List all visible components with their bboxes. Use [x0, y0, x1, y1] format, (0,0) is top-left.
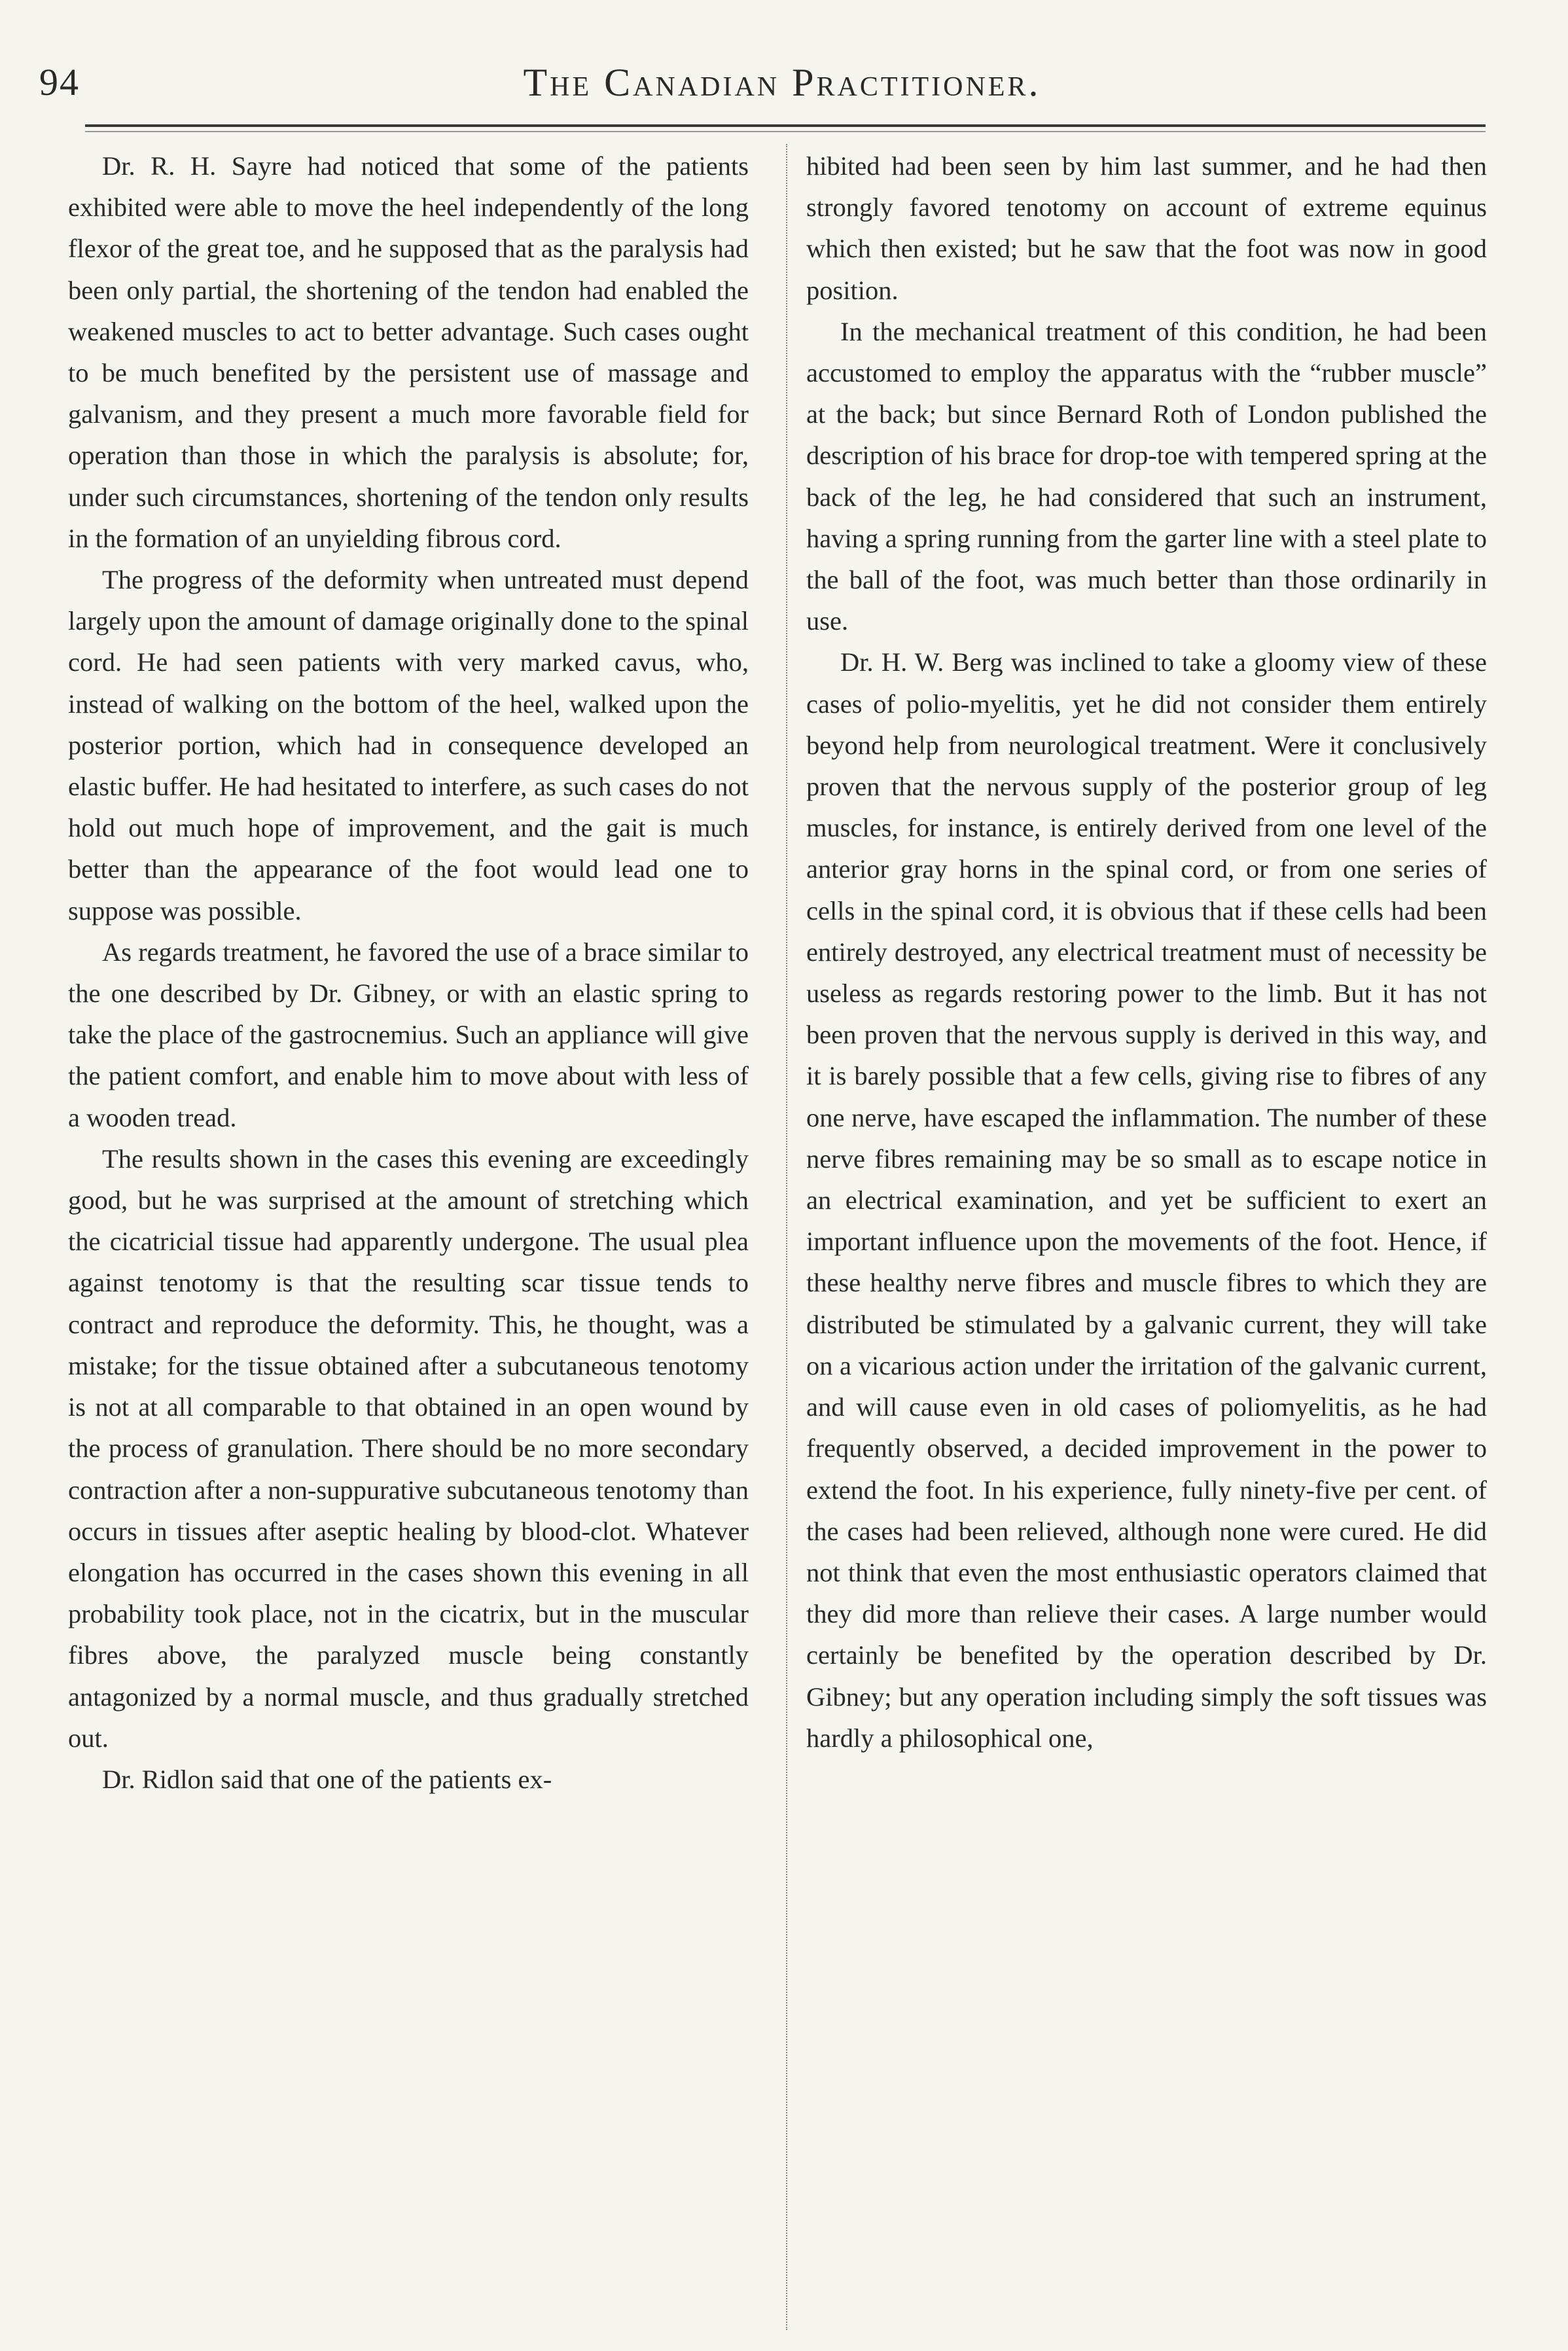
paragraph: The results shown in the cases this evening are exceedingly good, but he was surprised at the amount of stretching which the cicatricial tissue had apparently undergone. The usual plea against tenotomy is that the resulting scar tissue tends to contract and reproduce the deformity. This, he thought, was a mistake; for the tissue obtained after a subcutaneous tenotomy is not at all comparable to that obtained in an open wound by the process of granulation. There should be no more secondary contraction after a non-suppurative subcutaneous tenotomy than occurs in tissues after aseptic healing by blood-clot. Whatever elongation has occurred in the cases shown this evening in all probability took place, not in the cicatrix, but in the muscular fibres above, the paralyzed muscle being constantly antagonized by a normal muscle, and thus gradually stretched out. [68, 1143, 749, 1753]
header-rule-thin [85, 131, 1486, 132]
page-number: 94 [39, 61, 80, 103]
page-header [39, 39, 1525, 111]
column-divider [786, 144, 787, 2330]
paragraph: In the mechanical treatment of this condition, he had been accustomed to employ the apparatus with the “rubber muscle” at the back; but since Bernard Roth of London published the description of his brace for drop-toe with tempered spring at the back of the leg, he had considered that such an instrument, having a spring running from the garter line with a steel plate to the ball of the foot, was much better than those ordinarily in use. [806, 316, 1487, 636]
paragraph: As regards treatment, he favored the use of a brace similar to the one described by Dr. Gibney, or with an elastic spring to take the place of the gastrocnemius. Such an appliance will give the patient comfort, and enable him to move about with less of a wooden tread. [68, 937, 749, 1132]
paragraph: Dr. R. H. Sayre had noticed that some of the patients exhibited were able to move the heel independently of the long flexor of the great toe, and he supposed that as the paralysis had been only partial, the shortening of the tendon had enabled the weakened muscles to act to better advantage. Such cases ought to be much benefited by the persistent use of massage and galvanism, and they present a much more favorable field for operation than those in which the paralysis is absolute; for, under such circumstances, shortening of the tendon only results in the formation of an unyielding fibrous cord. [68, 151, 749, 553]
paragraph: Dr. H. W. Berg was inclined to take a gloomy view of these cases of polio-myelitis, yet he did not consider them entirely beyond help from neurological treatment. Were it conclusively proven that the nervous supply of the posterior group of leg muscles, for instance, is entirely derived from one level of the anterior gray horns in the spinal cord, or from one series of cells in the spinal cord, it is obvious that if these cells had been entirely destroyed, any electrical treatment must of necessity be useless as regards restoring power to the limb. But it has not been proven that the nervous supply is derived in this way, and it is barely possible that a few cells, giving rise to fibres of any one nerve, have escaped the inflammation. The number of these nerve fibres remaining may be so small as to escape notice in an electrical examination, and yet be sufficient to exert an important influence upon the movements of the foot. Hence, if these healthy nerve fibres and muscle fibres to which they are distributed be stimulated by a galvanic current, they will take on a vicarious action under the irritation of the galvanic current, and will cause even in old cases of poliomyelitis, as he had frequently observed, a decided improvement in the power to extend the foot. In his experience, fully ninety-five per cent. of the cases had been relieved, although none were cured. He did not think that even the most enthusiastic operators claimed that they did more than relieve their cases. A large number would certainly be benefited by the operation described by Dr. Gibney; but any operation including simply the soft tissues was hardly a philosophical one, [806, 647, 1487, 1753]
header-rule [85, 124, 1486, 127]
running-title: The Canadian Practitioner. [523, 61, 1041, 104]
left-column [68, 145, 749, 1800]
paragraph: Dr. Ridlon said that one of the patients ex- [102, 1764, 552, 1794]
paragraph-continuation: hibited had been seen by him last summer, and he had then strongly favored tenotomy on account of extreme equinus which then existed; but he saw that the foot was now in good position. [806, 151, 1487, 305]
paragraph: The progress of the deformity when untreated must depend largely upon the amount of damage originally done to the spinal cord. He had seen patients with very marked cavus, who, instead of walking on the bottom of the heel, walked upon the posterior portion, which had in consequence developed an elastic buffer. He had hesitated to interfere, as such cases do not hold out much hope of improvement, and the gait is much better than the appearance of the foot would lead one to suppose was possible. [68, 565, 749, 925]
right-column [806, 145, 1487, 1759]
